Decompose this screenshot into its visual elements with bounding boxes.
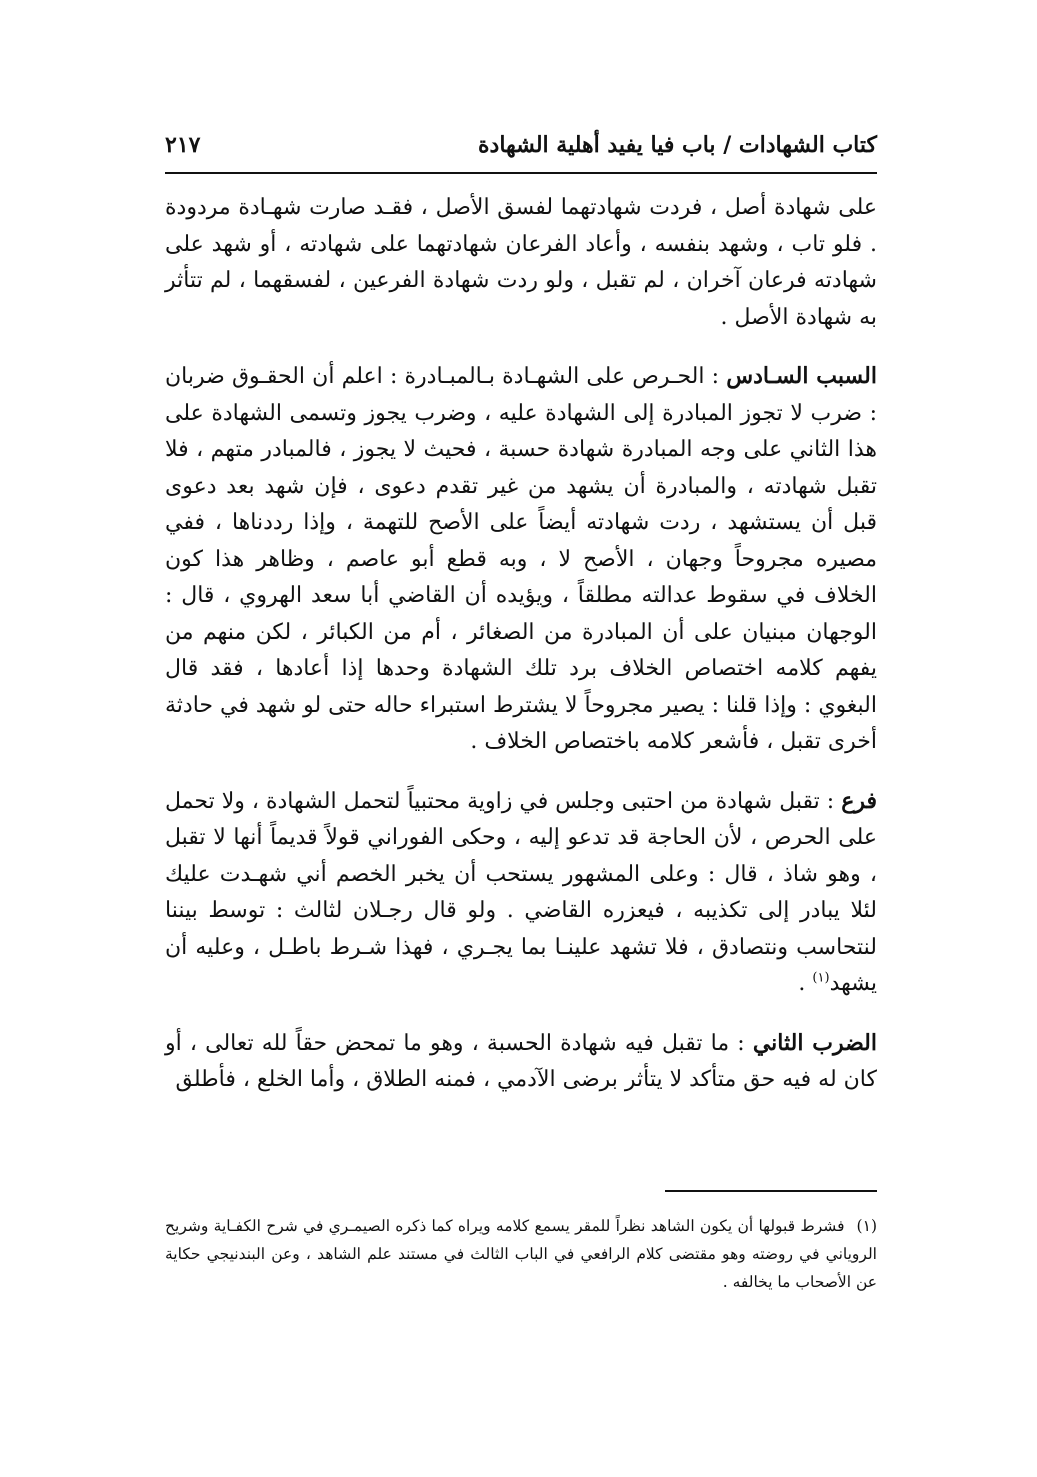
section-heading-second-type: الضرب الثاني (752, 1029, 877, 1056)
footnote-mark: (١) (856, 1217, 877, 1235)
footnote-rule (665, 1190, 877, 1192)
page-number: ٢١٧ (165, 132, 201, 158)
section-heading-branch: فرع (841, 787, 877, 814)
paragraph-3: فرع : تقبل شهادة من احتبى وجلس في زاوية محتبياً لتحمل الشهادة ، ولا تحمل على الحرص ، لأن الحاجة قد تدعو إليه ، وحكى الفوراني قولاً قديماً أنها لا تقبل ، وهو شاذ ، قال : وعلى المشهور يستحب أن يخبر الخصم أني شهـدت عليك لئلا يبادر إلى تكذيبه ، فيعزره القاضي . ولو قال رجـلان لثالث : توسط بيننا لنتحاسب ونتصادق ، فلا تشهد علينـا بما يجـري ، فهذا شـرط باطـل ، وعليه أن يشهد$^{(١)}$ . (165, 787, 877, 996)
running-title: كتاب الشهادات / باب فيا يفيد أهلية الشهادة (478, 132, 877, 158)
paragraph-4: الضرب الثاني : ما تقبل فيه شهادة الحسبة ، وهو ما تمحض حقاً لله تعالى ، أو كان له فيه حق متأكد لا يتأثر برضى الآدمي ، فمنه الطلاق ، وأما الخلع ، فأطلق (165, 1029, 877, 1092)
main-text (165, 190, 877, 1099)
header-rule (165, 172, 877, 174)
footnote (165, 1212, 877, 1296)
page-header (165, 128, 877, 172)
footnote-reference[interactable]: (١) (812, 970, 830, 986)
section-heading-sixth-reason: السبب السـادس (726, 363, 877, 389)
footnote-text: فشرط قبولها أن يكون الشاهد نظراً للمقر يسمع كلامه ويراه كما ذكره الصيمـري في شرح الكفـاية وشريح الروياني في روضته وهو مقتضى كلام الرافعي في الباب الثالث في مستند علم الشاهد ، وعن البندنيجي حكاية عن الأصحاب ما يخالفه . (165, 1217, 877, 1291)
paragraph-1: على شهادة أصل ، فردت شهادتهما لفسق الأصل ، فقـد صارت شهـادة مردودة . فلو تاب ، وشهد بنفسه ، وأعاد الفرعان شهادتهما على شهادته ، أو شهد على شهادته فرعان آخران ، لم تقبل ، ولو ردت شهادة الفرعين ، لفسقهما ، لم تتأثر به شهادة الأصل . (165, 195, 877, 330)
paragraph-2: السبب السـادس : الحـرص على الشهـادة بـالمبـادرة : اعلم أن الحقـوق ضربان : ضرب لا تجوز المبادرة إلى الشهادة عليه ، وضرب يجوز وتسمى الشهادة على هذا الثاني على وجه المبادرة شهادة حسبة ، فحيث لا يجوز ، فالمبادر متهم ، فلا تقبل شهادته ، والمبادرة أن يشهد من غير تقدم دعوى ، فإن شهد بعد دعوى قبل أن يستشهد ، ردت شهادته أيضاً على الأصح للتهمة ، وإذا رددناها ، ففي مصيره مجروحاً وجهان ، الأصح لا ، وبه قطع أبو عاصم ، وظاهر هذا كون الخلاف في سقوط عدالته مطلقاً ، ويؤيده أن القاضي أبا سعد الهروي ، قال : الوجهان مبنيان على أن المبادرة من الصغائر ، أم من الكبائر ، لكن منهم من يفهم كلامه اختصاص الخلاف برد تلك الشهادة وحدها إذا أعادها ، فقد قال البغوي : وإذا قلنا : يصير مجروحاً لا يشترط استبراء حاله حتى لو شهد في حادثة أخرى تقبل ، فأشعر كلامه باختصاص الخلاف . (165, 363, 877, 754)
